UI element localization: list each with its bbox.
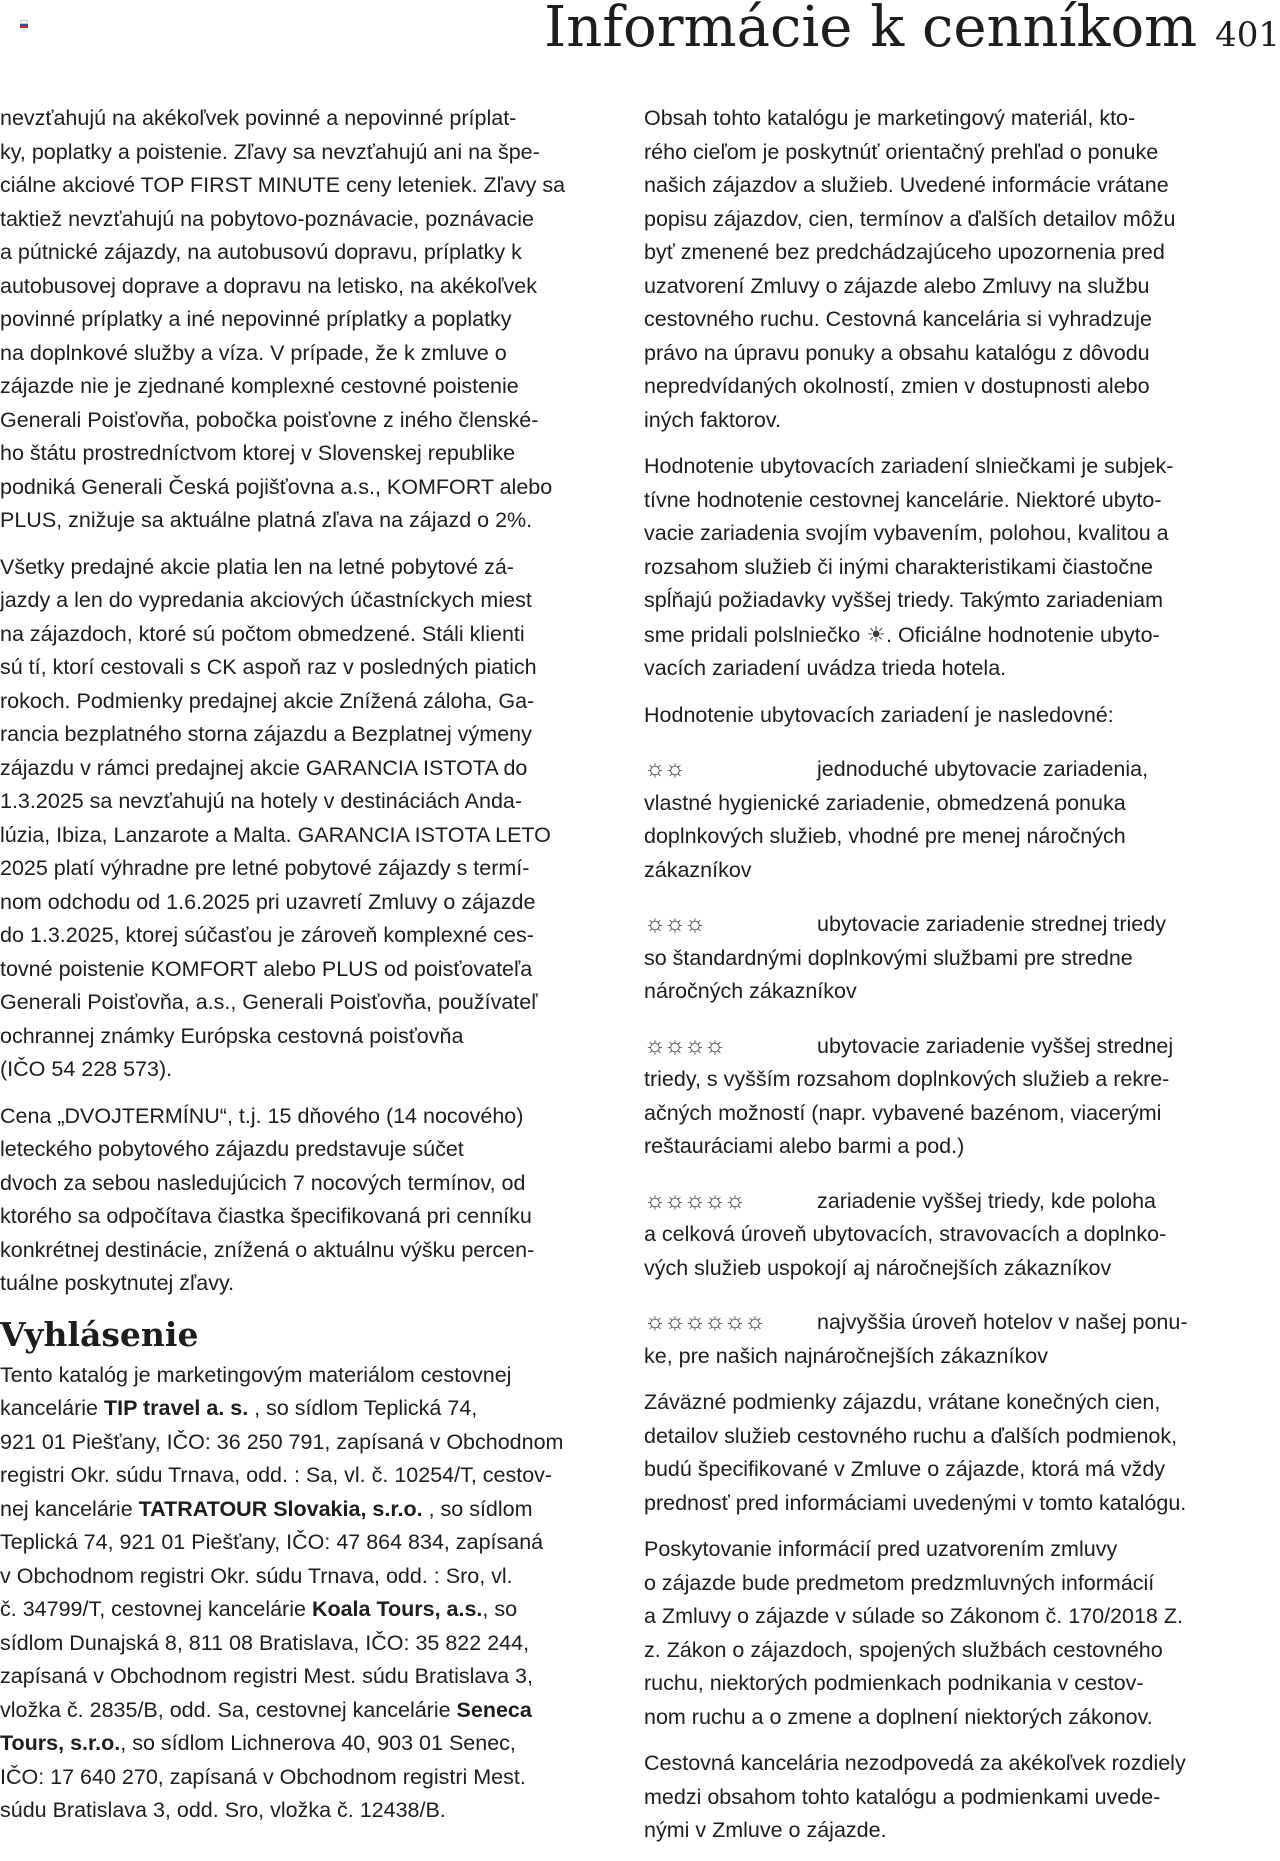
text-line [0,1593,612,1627]
text-line [644,1305,1264,1340]
text-line [0,1392,612,1426]
text-line [0,1694,612,1728]
text-line: Teplická 74, 921 01 Piešťany, IČO: 47 864 834, zapísaná [0,1530,544,1554]
text-line: do 1.3.2025, ktorej súčasťou je zároveň komplexné ces- [0,923,534,947]
text-line: ktorého sa odpočítava čiastka špecifikovaná pri cenníku [0,1204,532,1228]
text-line: právo na úpravu ponuky a obsahu katalógu z dôvodu [644,340,1150,365]
text-line: z. Zákon o zájazdoch, spojených službách cestovného [644,1637,1163,1662]
text-line: triedy, s vyšším rozsahom doplnkových služieb a rekre- [644,1067,1170,1091]
left-paragraph-3 [0,1100,612,1301]
text-line: medzi obsahom tohto katalógu a podmienkami uvede- [644,1784,1161,1809]
company-name: TIP travel a. s. [103,1396,249,1420]
left-paragraph-1 [0,102,612,538]
text-segment: č. 34799/T, cestovnej kancelárie [0,1597,312,1621]
text-line: doplnkových služieb, vhodné pre menej náročných [644,824,1126,848]
text-segment: , so sídlom Teplická 74, [248,1396,478,1420]
page-title-text: Informácie k cenníkom [544,0,1198,60]
text-line: ciálne akciové TOP FIRST MINUTE ceny leteniek. Zľavy sa [0,173,566,197]
text-line: reštauráciami alebo barmi a pod.) [644,1134,965,1158]
text-line: prednosť pred informáciami uvedenými v tomto katalógu. [644,1490,1187,1515]
text-line: rancia bezplatného storna zájazdu a Bezplatnej výmeny [0,722,532,746]
text-line: rého cieľom je poskytnúť orientačný prehľad o ponuke [644,139,1159,164]
right-paragraph-3 [644,699,1264,733]
text-line: ho štátu prostredníctvom ktorej v Slovenskej republike [0,441,516,465]
rating-item [644,752,1264,887]
text-line: nevzťahujú na akékoľvek povinné a nepovinné príplat- [0,106,517,130]
text-line: cestovného ruchu. Cestovná kancelária si vyhradzuje [644,307,1152,331]
rating-item [644,1029,1264,1164]
text-line: zájazdu v rámci predajnej akcie GARANCIA ISTOTA do [0,755,528,780]
text-line: nom odchodu od 1.6.2025 pri uzavretí Zmluvy o zájazde [0,889,536,914]
text-segment: kancelárie [0,1396,104,1420]
text-line: (IČO 54 228 573). [0,1057,173,1081]
text-line: podniká Generali Česká pojišťovna a.s., KOMFORT alebo [0,474,553,499]
right-paragraph-1 [644,102,1264,437]
text-line: vacích zariadení uvádza trieda hotela. [644,656,1007,680]
rating-description: ubytovacie zariadenie strednej triedy [817,912,1166,936]
text-line: Všetky predajné akcie platia len na letné pobytové zá- [0,554,514,579]
rating-item [644,1184,1264,1286]
text-line: v Obchodnom registri Okr. súdu Trnava, odd. : Sro, vl. [0,1563,513,1588]
declaration-paragraph [0,1359,612,1828]
text-line: leteckého pobytového zájazdu predstavuje súčet [0,1137,464,1161]
text-segment: , so sídlom [422,1496,533,1521]
rating-description: najvyššia úroveň hotelov v našej ponu- [817,1310,1188,1334]
company-name: Seneca [456,1697,532,1722]
text-segment: , so sídlom Lichnerova 40, 903 01 Senec, [120,1731,516,1755]
text-line: Cena „DVOJTERMÍNU“, t.j. 15 dňového (14 nocového) [0,1103,524,1128]
rating-description: jednoduché ubytovacie zariadenia, [817,757,1149,781]
text-line: taktiež nevzťahujú na pobytovo-poznávacie, poznávacie [0,206,534,231]
sun-rating-icon: ☼☼☼ [644,910,704,937]
text-line: uzatvorení Zmluvy o zájazde alebo Zmluvy na službu [644,273,1150,298]
text-line: 921 01 Piešťany, IČO: 36 250 791, zapísaná v Obchodnom [0,1429,564,1454]
text-line: rokoch. Podmienky predajnej akcie Znížená záloha, Ga- [0,688,535,713]
text-line: ochrannej známky Európska cestovná poisťovňa [0,1023,464,1048]
text-line: nými v Zmluve o zájazde. [644,1818,887,1842]
text-line: popisu zájazdov, cien, termínov a ďalších detailov môžu [644,206,1176,231]
text-line: Hodnotenie ubytovacích zariadení slniečkami je subjek- [644,454,1174,478]
text-line: tuálne poskytnutej zľavy. [0,1271,235,1295]
right-paragraph-4 [644,1386,1264,1520]
text-line: vých služieb uspokojí aj náročnejších zákazníkov [644,1255,1112,1280]
text-line: spĺňajú požiadavky vyššej triedy. Takýmto zariadeniam [644,588,1164,612]
text-line: a Zmluvy o zájazde v súlade so Zákonom č. 170/2018 Z. [644,1604,1183,1628]
text-segment: sme pridali polslniečko [644,622,867,647]
text-line: jazdy a len do vypredania akciových účastníckych miest [0,588,532,612]
text-line: Záväzné podmienky zájazdu, vrátane konečných cien, [644,1390,1161,1414]
text-line: iných faktorov. [644,407,782,432]
text-line: lúzia, Ibiza, Lanzarote a Malta. GARANCIA ISTOTA LETO [0,822,551,847]
text-line: sú tí, ktorí cestovali s CK aspoň raz v posledných piatich [0,655,537,679]
text-line: a celková úroveň ubytovacích, stravovacích a doplnko- [644,1222,1167,1246]
text-line: ruchu, niektorých podmienkach podnikania v cestov- [644,1671,1144,1695]
text-line: budú špecifikované v Zmluve o zájazde, ktorá má vždy [644,1457,1166,1481]
text-line: našich zájazdov a služieb. Uvedené informácie vrátane [644,173,1169,197]
page-title [544,0,1280,63]
text-line: tívne hodnotenie cestovnej kancelárie. Niektoré ubyto- [644,487,1162,512]
text-line: PLUS, znižuje sa aktuálne platná zľava na zájazd o 2%. [0,508,533,532]
text-line: byť zmenené bez predchádzajúceho upozornenia pred [644,240,1165,264]
text-line: zapísaná v Obchodnom registri Mest. súdu Bratislava 3, [0,1664,533,1688]
page-number: 401 [1215,15,1280,55]
text-segment: . Oficiálne hodnotenie ubyto- [886,622,1160,647]
text-segment: , so [482,1597,518,1621]
slovak-flag-icon [20,20,28,26]
company-name: Koala Tours, a.s. [311,1597,483,1621]
rating-description: zariadenie vyššej triedy, kde poloha [817,1188,1157,1213]
text-line: sídlom Dunajská 8, 811 08 Bratislava, IČO: 35 822 244, [0,1630,530,1655]
text-line: o zájazde bude predmetom predzmluvných informácií [644,1570,1155,1595]
text-line: konkrétnej destinácie, znížená o aktuálnu výšku percen- [0,1237,535,1262]
text-line: na doplnkové služby a víza. V prípade, že k zmluve o [0,340,507,365]
rating-item [644,907,1264,1009]
text-line: Generali Poisťovňa, a.s., Generali Poisťovňa, používateľ [0,990,538,1014]
text-line [644,618,1264,653]
right-paragraph-2 [644,450,1264,686]
text-line: Tento katalóg je marketingovým materiálom cestovnej [0,1362,512,1387]
left-column [0,102,612,1841]
text-line: zákazníkov [644,857,752,882]
text-line: IČO: 17 640 270, zapísaná v Obchodnom registri Mest. [0,1764,526,1789]
company-name: TATRATOUR Slovakia, s.r.o. [138,1496,423,1521]
text-line [0,1727,612,1761]
right-column [644,102,1264,1861]
left-paragraph-2 [0,551,612,1087]
text-line: 2025 platí výhradne pre letné pobytové zájazdy s termí- [0,856,530,880]
sun-rating-icon: ☼☼☼☼☼☼ [644,1308,764,1335]
text-line: nepredvídaných okolností, zmien v dostupnosti alebo [644,374,1150,398]
text-segment: nej kancelárie [0,1496,139,1521]
text-line: vacie zariadenia svojím vybavením, polohou, kvalitou a [644,521,1169,545]
text-line: Cestovná kancelária nezodpovedá za akékoľvek rozdiely [644,1751,1186,1775]
text-line: povinné príplatky a iné nepovinné príplatky a poplatky [0,307,512,331]
text-line [644,1029,1264,1064]
text-line [644,907,1264,942]
right-paragraph-5 [644,1533,1264,1734]
rating-description: ubytovacie zariadenie vyššej strednej [817,1033,1174,1058]
text-line: Poskytovanie informácií pred uzatvorením zmluvy [644,1537,1118,1561]
rating-item [644,1305,1264,1373]
sun-rating-icon: ☼☼☼☼☼ [644,1186,744,1214]
text-line: autobusovej doprave a dopravu na letisko, na akékoľvek [0,273,537,298]
text-line: Generali Poisťovňa, pobočka poisťovne z iného členské- [0,407,539,432]
half-sun-icon: ☀ [866,621,886,647]
section-heading-vyhlasenie: Vyhlásenie [0,1314,199,1354]
sun-rating-icon: ☼☼ [644,755,684,782]
text-line: registri Okr. súdu Trnava, odd. : Sa, vl. č. 10254/T, cestov- [0,1463,553,1487]
text-line: vlastné hygienické zariadenie, obmedzená ponuka [644,790,1126,815]
company-name: Tours, s.r.o. [0,1731,121,1755]
text-line [644,752,1264,787]
sun-rating-icon: ☼☼☼☼ [644,1031,724,1059]
text-line: tovné poistenie KOMFORT alebo PLUS od poisťovateľa [0,956,533,981]
text-line: súdu Bratislava 3, odd. Sro, vložka č. 12438/B. [0,1798,446,1822]
text-line: Obsah tohto katalógu je marketingový materiál, kto- [644,106,1136,130]
text-line: Hodnotenie ubytovacích zariadení je nasledovné: [644,702,1114,727]
text-line [0,1493,612,1527]
text-line: ačných možností (napr. vybavené bazénom, viacerými [644,1100,1162,1125]
text-line: dvoch za sebou nasledujúcich 7 nocových termínov, od [0,1170,526,1195]
text-line: zájazde nie je zjednané komplexné cestovné poistenie [0,374,519,398]
right-paragraph-6 [644,1747,1264,1848]
text-line: so štandardnými doplnkovými službami pre stredne [644,945,1133,970]
text-line: náročných zákazníkov [644,979,857,1003]
text-line: rozsahom služieb či inými charakteristikami čiastočne [644,554,1154,579]
text-line: nom ruchu a o zmene a doplnení niektorých zákonov. [644,1704,1153,1729]
text-line [644,1184,1264,1219]
text-line: detailov služieb cestovného ruchu a ďalších podmienok, [644,1423,1178,1448]
text-line: 1.3.2025 sa nevzťahujú na hotely v destináciách Anda- [0,789,523,813]
text-line: ky, poplatky a poistenie. Zľavy sa nevzťahujú ani na špe- [0,139,540,164]
text-line: a pútnické zájazdy, na autobusovú dopravu, príplatky k [0,240,522,264]
text-segment: vložka č. 2835/B, odd. Sa, cestovnej kancelárie [0,1697,457,1722]
text-line: ke, pre našich najnáročnejších zákazníkov [644,1343,1048,1368]
text-line: na zájazdoch, ktoré sú počtom obmedzené. Stáli klienti [0,621,525,646]
